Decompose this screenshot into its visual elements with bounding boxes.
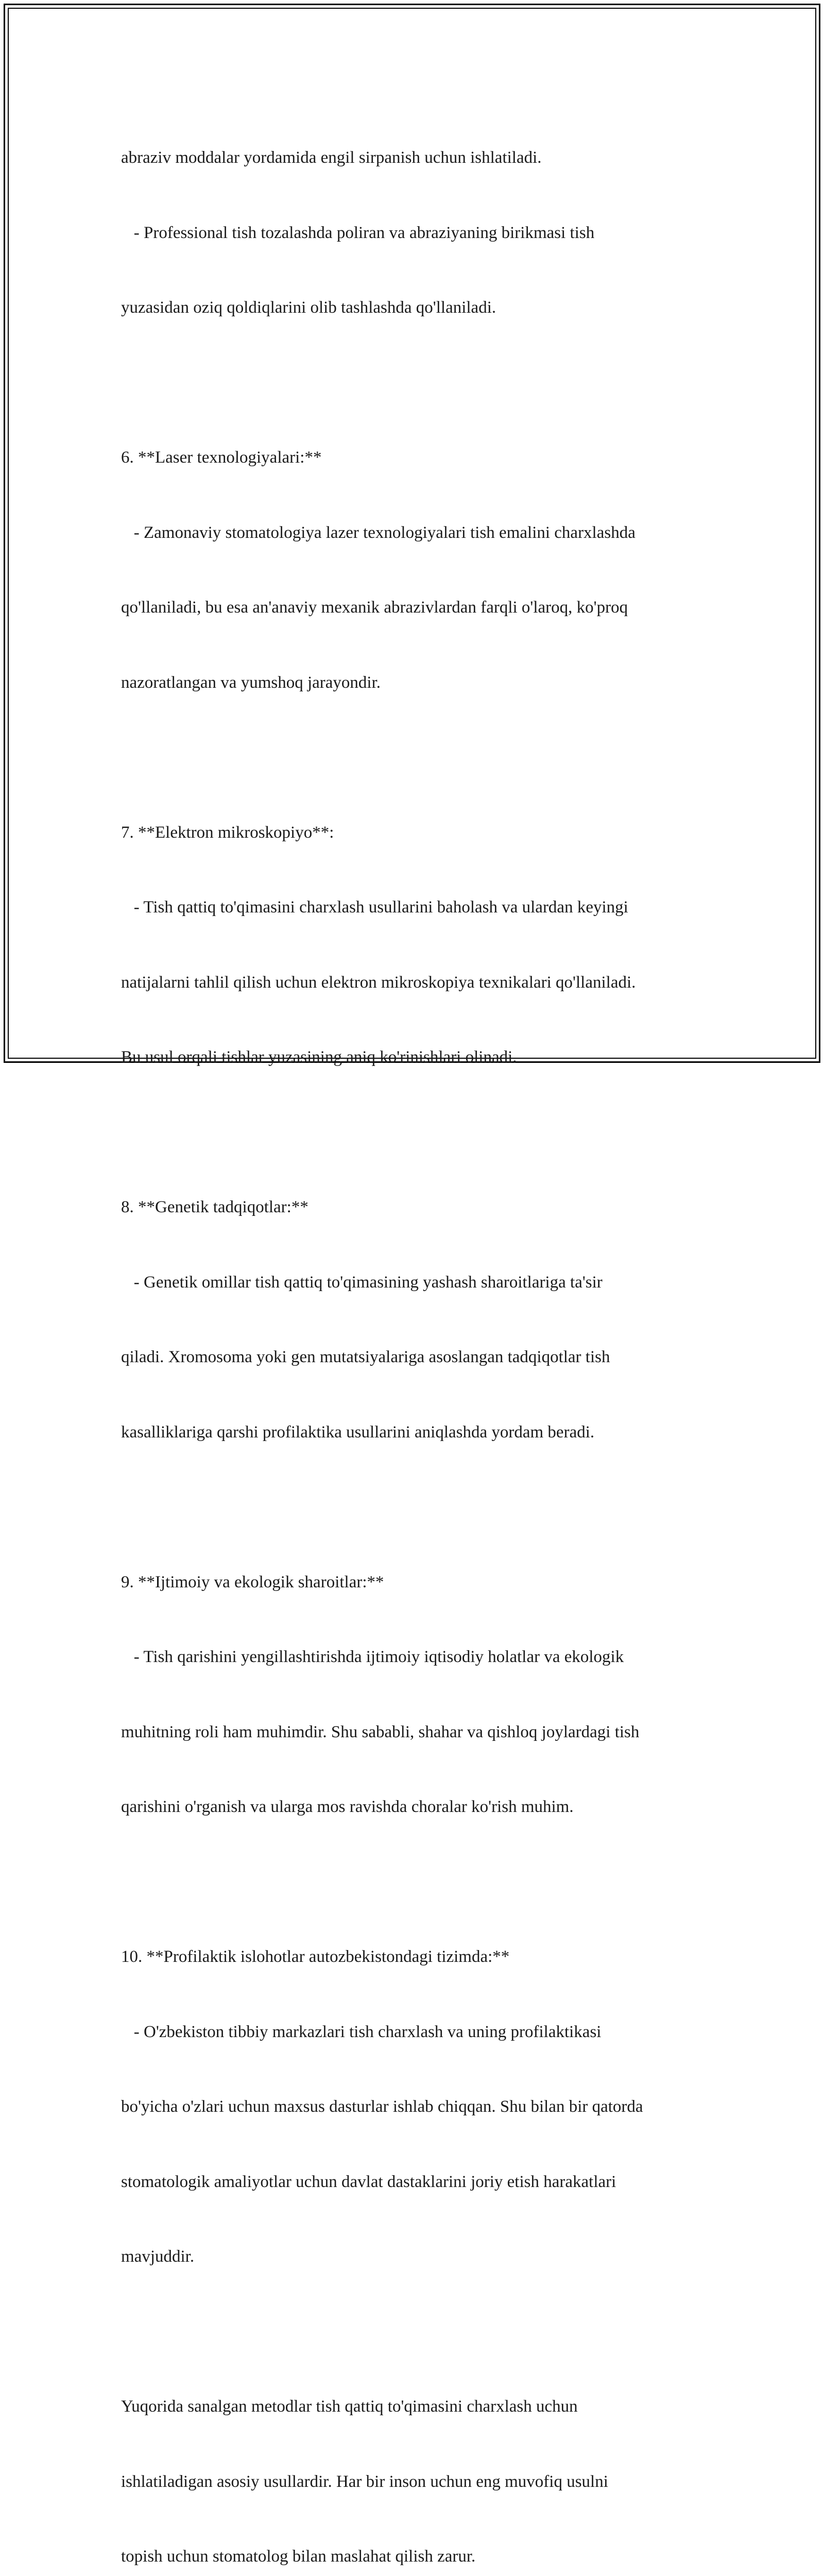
text-line: stomatologik amaliyotlar uchun davlat dastaklarini joriy etish harakatlari xyxy=(121,2172,616,2191)
text-line: - Tish qattiq to'qimasini charxlash usullarini baholash va ulardan keyingi xyxy=(121,898,628,917)
text-line: Bu usul orqali tishlar yuzasining aniq ko'rinishlari olinadi. xyxy=(121,1048,517,1066)
text-line: qiladi. Xromosoma yoki gen mutatsiyalariga asoslangan tadqiqotlar tish xyxy=(121,1348,610,1366)
text-line: bo'yicha o'zlari uchun maxsus dasturlar ishlab chiqqan. Shu bilan bir qatorda xyxy=(121,2097,643,2116)
blank-line xyxy=(121,2319,729,2345)
blank-line xyxy=(121,1120,729,1145)
section-heading-8: 8. **Genetik tadqiqotlar:** xyxy=(121,1198,308,1216)
blank-line xyxy=(121,370,729,396)
text-line: - Professional tish tozalashda poliran va abraziyaning birikmasi tish xyxy=(121,223,595,242)
text-line: mavjuddir. xyxy=(121,2247,195,2266)
text-line: - Genetik omillar tish qattiq to'qimasining yashash sharoitlariga ta'sir xyxy=(121,1273,603,1292)
text-line: kasalliklariga qarshi profilaktika usullarini aniqlashda yordam beradi. xyxy=(121,1422,595,1442)
blank-line xyxy=(121,1870,729,1895)
section-heading-6: 6. **Laser texnologiyalari:** xyxy=(121,448,322,467)
section-heading-10: 10. **Profilaktik islohotlar autozbekistondagi tizimda:** xyxy=(121,1947,510,1966)
text-line: qo'llaniladi, bu esa an'anaviy mexanik abrazivlardan farqli o'laroq, ko'proq xyxy=(121,598,628,617)
text-line: - O'zbekiston tibbiy markazlari tish charxlash va uning profilaktikasi xyxy=(121,2022,602,2041)
conclusion-line: ishlatiladigan asosiy usullardir. Har bir inson uchun eng muvofiq usulni xyxy=(121,2472,608,2491)
text-line: qarishini o'rganish va ularga mos ravishda choralar ko'rish muhim. xyxy=(121,1798,574,1816)
text-line: natijalarni tahlil qilish uchun elektron mikroskopiya texnikalari qo'llaniladi. xyxy=(121,973,636,992)
blank-line xyxy=(121,745,729,770)
text-line: abraziv moddalar yordamida engil sirpanish uchun ishlatiladi. xyxy=(121,148,542,167)
text-line: muhitning roli ham muhimdir. Shu sababli, shahar va qishloq joylardagi tish xyxy=(121,1722,640,1741)
section-heading-9: 9. **Ijtimoiy va ekologik sharoitlar:** xyxy=(121,1572,384,1591)
document-body xyxy=(121,95,729,2576)
conclusion-line: topish uchun stomatolog bilan maslahat qilish zarur. xyxy=(121,2547,476,2566)
section-heading-7: 7. **Elektron mikroskopiyo**: xyxy=(121,823,334,842)
text-line: nazoratlangan va yumshoq jarayondir. xyxy=(121,673,381,692)
text-line: - Zamonaviy stomatologiya lazer texnologiyalari tish emalini charxlashda xyxy=(121,523,636,542)
text-line: - Tish qarishini yengillashtirishda ijtimoiy iqtisodiy holatlar va ekologik xyxy=(121,1648,624,1666)
blank-line xyxy=(121,1495,729,1520)
conclusion-line: Yuqorida sanalgan metodlar tish qattiq to'qimasini charxlash uchun xyxy=(121,2397,578,2416)
text-line: yuzasidan oziq qoldiqlarini olib tashlashda qo'llaniladi. xyxy=(121,298,496,317)
